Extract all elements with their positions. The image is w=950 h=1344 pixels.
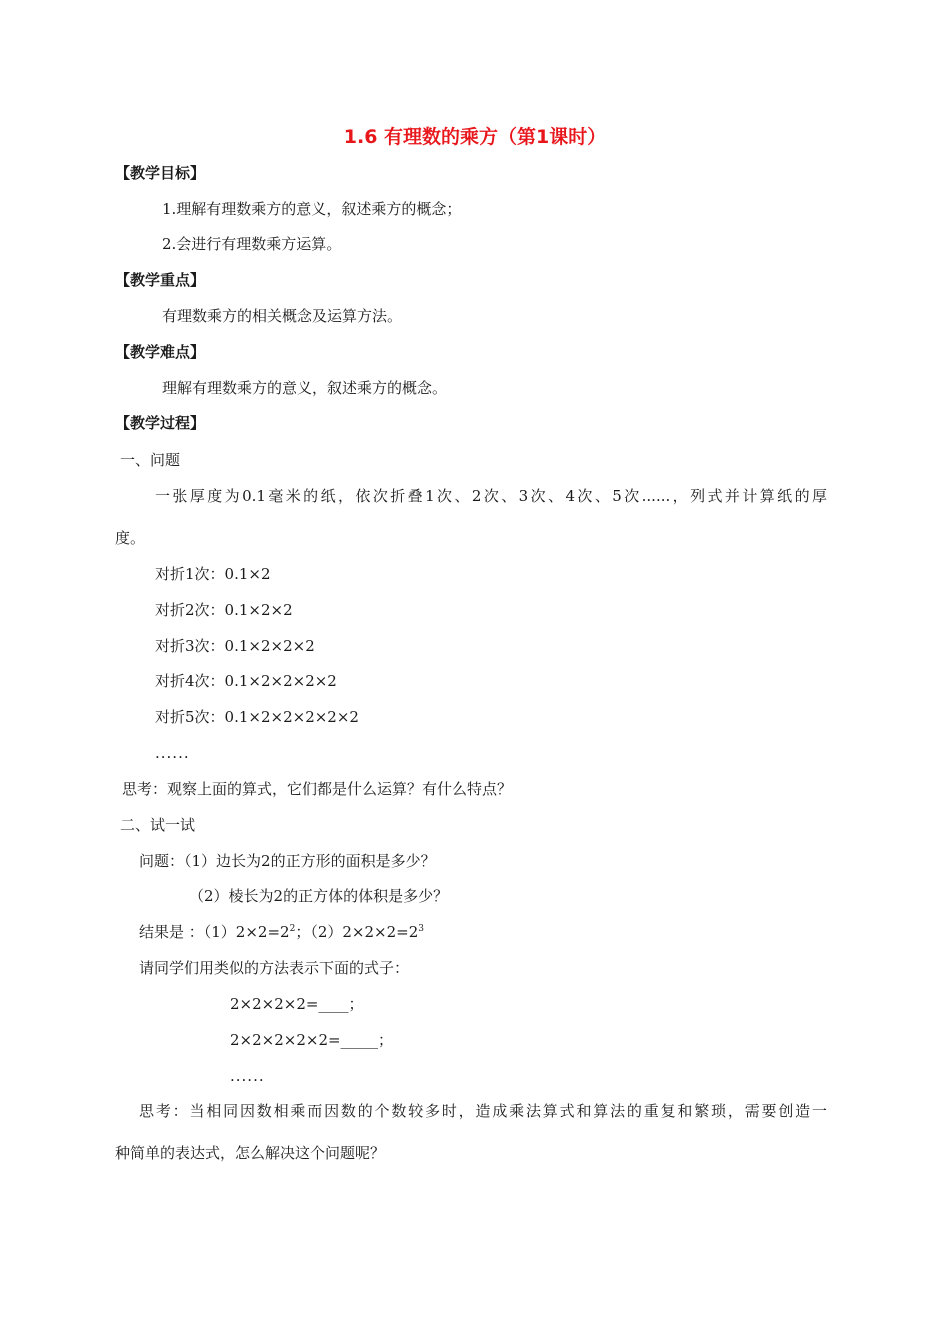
fold-step-1: 对折1次：0.1×2	[155, 565, 271, 583]
think-question-1: 思考：观察上面的算式，它们都是什么运算？有什么特点？	[122, 780, 513, 798]
ellipsis-2: ......	[230, 1067, 265, 1085]
heading-objectives: 【教学目标】	[115, 164, 206, 182]
section-1-title: 一、问题	[120, 451, 181, 469]
fold-step-3: 对折3次：0.1×2×2×2	[155, 637, 315, 655]
expression-2: 2×2×2×2×2=_____；	[230, 1031, 394, 1049]
objective-1: 1.理解有理数乘方的意义，叙述乘方的概念；	[162, 200, 462, 218]
difficulties-text: 理解有理数乘方的意义，叙述乘方的概念。	[162, 379, 448, 397]
ellipsis-1: ......	[155, 744, 190, 762]
fold-step-5: 对折5次：0.1×2×2×2×2×2	[155, 708, 359, 726]
heading-difficulties: 【教学难点】	[115, 343, 206, 361]
result-prefix: 结果是 ：（1）2×2=2	[139, 923, 290, 941]
expression-1: 2×2×2×2=____；	[230, 995, 364, 1013]
problem-text-line-1: 一张厚度为0.1毫米的纸，依次折叠1次、2次、3次、4次、5次......，列式并计算纸的厚	[155, 487, 827, 505]
question-1: 问题：（1）边长为2的正方形的面积是多少？	[139, 852, 436, 870]
heading-key-points: 【教学重点】	[115, 271, 206, 289]
key-points-text: 有理数乘方的相关概念及运算方法。	[162, 307, 403, 325]
problem-text-line-2: 度。	[115, 529, 146, 547]
fold-step-4: 对折4次：0.1×2×2×2×2	[155, 672, 337, 690]
think-question-2-line-2: 种简单的表达式，怎么解决这个问题呢？	[115, 1144, 386, 1162]
heading-process: 【教学过程】	[115, 414, 206, 432]
result-line	[139, 922, 424, 942]
question-2: （2）棱长为2的正方体的体积是多少？	[189, 887, 449, 905]
page-title: 1.6 有理数的乘方（第1课时）	[343, 126, 607, 148]
result-middle: ；（2）2×2×2=2	[295, 923, 419, 941]
section-2-title: 二、试一试	[120, 816, 196, 834]
think-question-2-line-1: 思考：当相同因数相乘而因数的个数较多时，造成乘法算式和算法的重复和繁琐，需要创造一	[139, 1102, 827, 1120]
fold-step-2: 对折2次：0.1×2×2	[155, 601, 293, 619]
objective-2: 2.会进行有理数乘方运算。	[162, 235, 342, 253]
result-exponent-1: 2	[289, 924, 296, 934]
instruction-text: 请同学们用类似的方法表示下面的式子：	[139, 959, 410, 977]
result-exponent-2: 3	[418, 924, 424, 934]
